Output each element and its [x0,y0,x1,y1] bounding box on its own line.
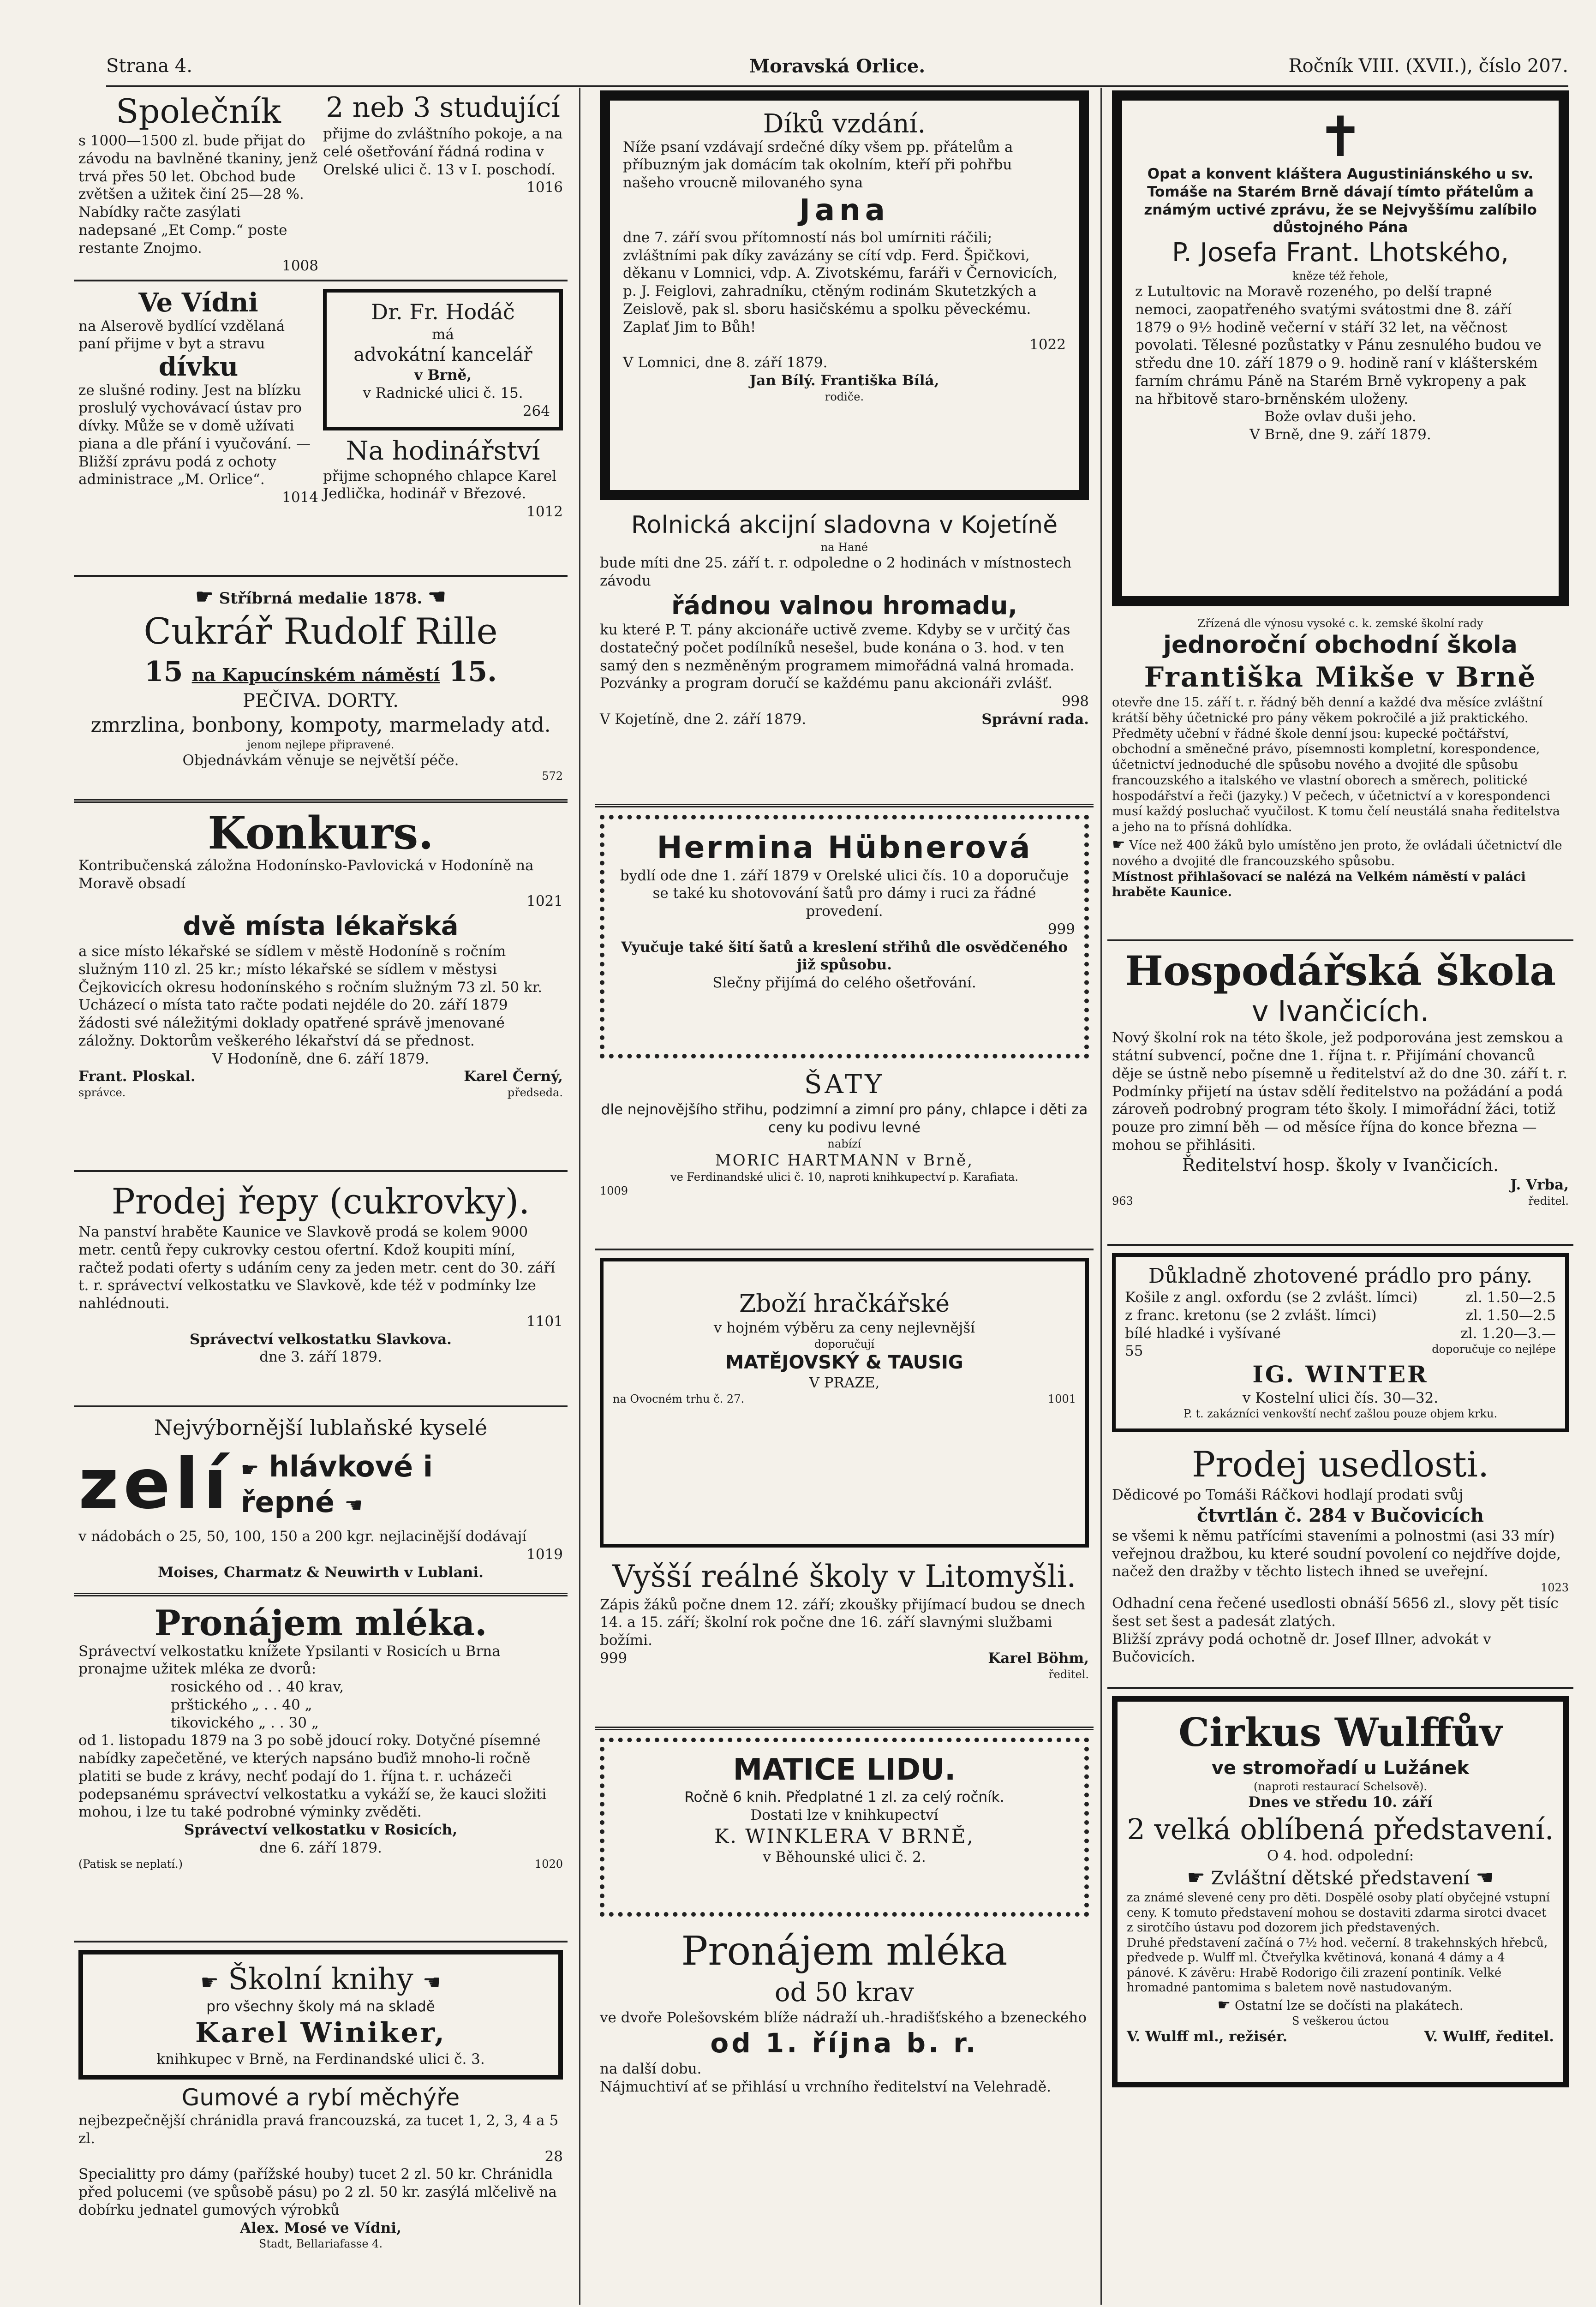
ad-schoolbooks: ☛ Školní knihy ☚ pro všechny školy má na skladě Karel Winiker, knihkupec v Brně, na Ferdinandské ulici č. 3. [78,1950,563,2080]
ad-thanks: Díků vzdání. Níže psaní vzdávají srdečné díky všem pp. přátelům a příbuzným jak domácím tak okolním, kteří při pohřbu našeho vroucně milovaného syna Jana dne 7. září svou přítomností nás bol umírniti ráčili; zvláštními pak díky zavázány se cítí vdp. Ferd. Špičkovi, děkanu v Lomnici, vdp. A. Zivotskému, faráři v Černovicích, p. J. Feiglovi, zahradníku, ctěným rodinám Skutetzkých a Zeislově, pak sl. sboru hasičskému a spolku pěveckému. Zaplať Jim to Bůh! 1022 V Lomnici, dne 8. září 1879. Jan Bílý. Františka Bílá, rodiče. [595,88,1094,503]
pointing-hand-icon: ☛ [195,585,214,609]
ad-beet-sale: Prodej řepy (cukrovky). Na panství hraběte Kaunice ve Slavkově prodá se kolem 9000 metr. centů řepy cukrovky cestou ofertní. Kdož koupiti míní, račtež podati oferty s udáním ceny za jeden metr. cent do 30. září t. r. správectví velkostatku ve Slavkově, kde též v podmínky lze nahlédnouti. 1101 Správectví velkostatku Slavkova. dne 3. září 1879. [74,1177,568,1407]
ad-hodac-watch: Dr. Fr. Hodáč má advokátní kancelář v Brně, v Radnické ulici č. 15. 264 Na hodinářství přijme schopného chlapce Karel Jedlička, hodinář v Březové. 1012 [323,289,563,572]
ad-partner: Společník s 1000—1500 zl. bude přijat do závodu na bavlněné tkaniny, jenž trvá přes 50 let. Obchod bude zvětšen a užitek činí 25—28 %. Nabídky račte zasýlati nadepsané „Et Comp.“ poste restante Znojmo. 1008 [78,92,318,275]
ad-konkurs: Konkurs. Kontribučenská záložna Hodonínsko-Pavlovická v Hodoníně na Moravě obsadí 1021 dvě místa lékařská a sice místo lékařské se sídlem v městě Hodoníně s ročním služným 110 zl. 25 kr.; místo lékařské se sídlem v městysi Čejkovicích okresu hodonínského s ročním služným 73 zl. 50 kr. Ucházecí o místa tato račte podati nejdéle do 20. září 1879 žádosti své náležitými doklady opatřené správě jmenované záložny. Doktorům veškerého lékařství dá se přednost. V Hodoníně, dne 6. září 1879. Frant. Ploskal. Karel Černý, správce. předseda. [74,807,568,1172]
ad-partner-students [74,88,568,281]
pointing-hand-icon: ☚ [1476,1866,1494,1889]
ad-sauerkraut: Nejvýbornější lublaňské kyselé zelí ☛ hlávkové i řepné ☚ v nádobách o 25, 50, 100, 150 a 200 kgr. nejlacinější dodávají 1019 Moises, Charmatz & Neuwirth v Lublani. [74,1412,568,1596]
column-right [1107,88,1573,2305]
pointing-hand-icon: ☛ [1112,835,1125,853]
ad-confectioner: ☛ Stříbrná medalie 1878. ☚ Cukrář Rudolf Rille 15 na Kapucínském náměstí 15. PEČIVA. DORTY. zmrzlina, bonbony, kompoty, marmelady atd. jenom nejlepe připravené. Objednávkám věnuje se největší péče. 572 [74,581,568,803]
ad-toys: Zboží hračkářské v hojném výběru za ceny nejlevnější doporučují MATĚJOVSKÝ & TAUSIG V PRAZE, na Ovocném trhu č. 27. 1001 [595,1255,1094,1550]
pointing-hand-icon: ☛ [200,1971,219,1994]
pointing-hand-icon: ☛ [240,1458,259,1482]
ad-winiker: ☛ Školní knihy ☚ pro všechny školy má na skladě Karel Winiker, knihkupec v Brně, na Ferdinandské ulici č. 3. Gumové a rybí měchýře nejbezpečnější chránidla pravá francouzská, za tucet 1, 2, 3, 4 a 5 zl. 28 Specialitty pro dámy (pařížské houby) tucet 2 zl. 50 kr. Chránidla před polucemi (ve spůsobě pásu) po 2 zl. 50 kr. zasýlá mlčelivě na dobírku jednatel gumových výrobků Alex. Mosé ve Vídni, Stadt, Bellariafasse 4. [74,1947,568,2279]
ad-linen: Důkladně zhotovené prádlo pro pány. Košile z angl. oxfordu (se 2 zvlášt. límci) zl. 1.50—2.5 z franc. kretonu (se 2 zvlášt. límci) zl. 1.50—2.5 bílé hladké i vyšívané zl. 1.20—3.— 55 doporučuje co nejlépe IG. WINTER v Kostelní ulici čís. 30—32. P. t. zakázníci venkovští nechť zašlou pouze objem krku. [1107,1250,1573,1435]
pointing-hand-icon: ☚ [423,1971,441,1994]
column-left [74,88,568,2305]
pointing-hand-icon: ☚ [428,585,446,609]
ad-milk-rosice: Pronájem mléka. Správectví velkostatku knížete Ypsilanti v Rosicích u Brna pronajme užitek mléka ze dvorů: rosického od . . 40 krav, prštického „ . . 40 „ tikovického „ . . 30 „ od 1. listopadu 1879 na 3 po sobě jdoucí roky. Dotyčné písemné nabídky zapečetěné, ve kterých napsáno buďiž mnoho-li ročně platiti se bude z krávy, nechť podají do 1. října t. r. ucházeči podepsanému správectví velkostatku a vykáží se, že kauci složiti mohou, i lze tu také podrobné výminky zvěděti. Správectví velkostatku v Rosicích, dne 6. září 1879. (Patisk se neplatí.) 1020 [74,1601,568,1942]
page-header [106,53,1568,87]
ad-business-school: Zřízená dle výnosu vysoké c. k. zemské školní rady jednoroční obchodní škola Františka Mikše v Brně otevře dne 15. září t. r. řádný běh denní a každé dva měsíce zvláštní krátší běhy účetnické pro pány věkem pokročilé a již praktického. Předměty učební v řádné škole denní jsou: kupecké počtářství, obchodní a směnečné právo, písemnosti kompletní, korespondence, účetnictví jednoduché dle spůsobu nového a dvojité dle spůsobu francouzského a italského ve vlastní oborech a směrech, politické hospodářství a řeči (jazyky.) V pečech, v účetnictví a v korespondenci musí každý posluchač vyučilost. K tomu čelí neustálá snaha ředitelstva a jeho na to přísná dohlídka. ☛ Více než 400 žáků bylo umístěno jen proto, že ovládali účetnictví dle nového a dvojité dle francouzského spůsobu. Místnost přihlašovací se nalézá na Velkém náměstí v paláci hraběte Kaunice. [1107,614,1573,941]
page-number: Strana 4. [106,55,192,77]
ad-vienna-hodac [74,286,568,577]
pointing-hand-icon: ☛ [1217,1996,1231,2014]
column-divider [579,88,580,2305]
ad-litomysl-school: Vyšší reálné školy v Litomyšli. Zápis žáků počne dnem 12. září; zkoušky přijímací budou se dnech 14. a 15. září; školní rok počne dne 16. září slavnými službami božími. 999 Karel Böhm, ředitel. [595,1555,1094,1730]
ad-circus: Cirkus Wulffův ve stromořadí u Lužánek (naproti restaurací Schelsově). Dnes ve středu 10. září 2 velká oblíbená představení. O 4. hod. odpolední: ☛ Zvláštní dětské představení ☚ za známé slevené ceny pro děti. Dospělé osoby platí obyčejné vstupní ceny. K tomuto představení mohou se dostaviti zdarma sirotci dvacet z sirotčího ústavu pod dozorem jich představených. Druhé představení začíná o 7½ hod. večerní. 8 trakehnských hřebců, předvede p. Wulff ml. Čtveřylka květinová, konaná 4 dámy a 4 pánové. K závěru: Hrabě Rodorigo čili zrazení pontiník. Velké hromadné pantomima s baletem nově nastudovaným. ☛ Ostatní lze se dočísti na plakátech. S veškerou úctou V. Wulff ml., režisér. V. Wulff, ředitel. [1107,1693,1573,2090]
ad-obituary: ✝ Opat a konvent kláštera Augustiniánského u sv. Tomáše na Starém Brně dávají tímto přátelům a známým uctivé zprávu, že se Nejvyššímu zalíbilo důstojného Pána P. Josefa Frant. Lhotského, kněze též řehole, z Lutultovic na Moravě rozeného, po delší trapné nemoci, zaopatřeného svatými svátostmi dne 8. září 1879 o 9½ hodině večerní v stáří 32 let, na věčnost povolati. Tělesné pozůstatky v Pánu zesnulého budou ve středu dne 10. září 1879 o 9. hodině raní v klášterském farním chrámu Páně na Starém Brně vykropeny a pak na hřbitově staro-brněnském uloženy. Bože ovlav duši jeho. V Brně, dne 9. září 1879. [1107,88,1573,609]
ad-vienna: Ve Vídni na Alserově bydlící vzdělaná paní přijme v byt a stravu dívku ze slušné rodiny. Jest na blízku proslulý vychovávací ústav pro dívky. Může se v domě užívati piana a dle přání i vyučování. — Bližší zprávu podá z ochoty administrace „M. Orlice“. 1014 [78,287,318,506]
ad-hodac: Dr. Fr. Hodáč má advokátní kancelář v Brně, v Radnické ulici č. 15. 264 [323,289,563,430]
newspaper-title: Moravská Orlice. [749,55,926,77]
ad-malthouse: Rolnická akcijní sladovna v Kojetíně na Hané bude míti dne 25. září t. r. odpoledne o 2 hodinách v místnostech závodu řádnou valnou hromadu, ku které P. T. pány akcionáře uctivě zveme. Kdyby se v určitý čas dostatečný počet podílníků nesešel, bude konána o 3. hod. v ten samý den s nezměněným programem mimořádná valná hromada. Pozvánky a program doručí se každému panu akcionáři zvlášť. 998 V Kojetíně, dne 2. září 1879. Správní rada. [595,508,1094,807]
issue-info: Ročník VIII. (XVII.), číslo 207. [1288,55,1568,77]
pointing-hand-icon: ☚ [344,1494,363,1518]
ad-milk-polesovice: Pronájem mléka od 50 krav ve dvoře Polešovském blíže nádraží uh.-hradišťského a bzeneckého od 1. října b. r. na další dobu. Nájmuchtiví ať se přihlásí u vrchního ředitelství na Velehradě. [600,1928,1087,2095]
ad-agri-school: Hospodářská škola v Ivančicích. Nový školní rok na této škole, jež podporována jest zemskou a státní subvencí, počne dne 1. října t. r. Přijímání chovanců děje se ústně nebo písemně u ředitelství až do dne 30. září t. r. Podmínky přijetí na ústav sdělí ředitelstvo na požádání a podá zároveň podrobný program této školy. I mimořádní žáci, totiž pouze pro zimní běh — od měsíce října do konce března — mohou se přihlásiti. Ředitelství hosp. školy v Ivančicích. J. Vrba, 963 ředitel. [1107,946,1573,1246]
cross-icon: ✝ [1317,105,1364,169]
ad-students: 2 neb 3 studující přijme do zvláštního pokoje, a na celé ošetřování řádná rodina v Orelské ulici č. 13 v I. poschodí. 1016 [323,91,563,196]
ad-matice-lidu: MATICE LIDU. Ročně 6 knih. Předplatné 1 zl. za celý ročník. Dostati lze v knihkupectví K. WINKLERA V BRNĚ, v Běhounské ulici č. 2. [595,1735,1094,1919]
ad-homestead-sale: Prodej usedlosti. Dědicové po Tomáši Ráčkovi hodlají prodati svůj čtvrtlán č. 284 v Bučovicích se všemi k němu patřícími staveními a polnostmi (asi 33 mír) veřejnou dražbou, ku které soudní povolení co nejdříve dojde, načež den dražby v těchto listech ihned se uveřejní. 1023 Odhadní cena řečené usedlosti obnáší 5656 zl., slovy pět tisíc šest set šest a padesát zlatých. Bližší zprávy podá ochotně dr. Josef Illner, advokát v Bučovicích. [1107,1440,1573,1689]
column-middle [595,88,1094,2305]
column-divider [1100,88,1102,2305]
ad-hubnerova: Hermina Hübnerová bydlí ode dne 1. září 1879 v Orelské ulici čís. 10 a doporučuje se také ku shotovování šatů pro dámy i ruci za řádné provedení. 999 Vyučuje také šití šatů a kreslení střihů dle osvědčeného již spůsobu. Slečny přijímá do celého ošetřování. [595,812,1094,1061]
pointing-hand-icon: ☛ [1187,1866,1205,1889]
ad-clothes: ŠATY dle nejnovějšího střihu, podzimní a zimní pro pány, chlapce i děti za ceny ku podivu levné nabízí MORIC HARTMANN v Brně, ve Ferdinandské ulici č. 10, naproti knihkupectví p. Karafiata. 1009 [595,1066,1094,1250]
